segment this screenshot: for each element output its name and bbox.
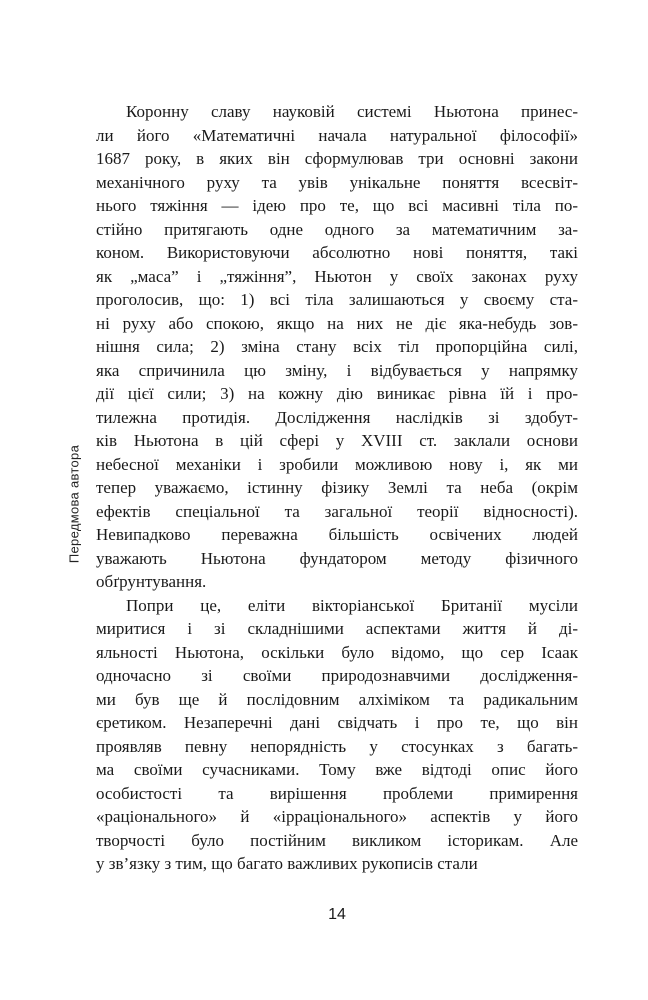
text-line: одночасно зі своїми природознавчими дослідження- [96,666,578,685]
text-line: Попри це, еліти вікторіанської Британії мусіли [126,595,578,615]
text-line: 1687 року, в яких він сформулював три основні закони [96,149,578,168]
text-line: коном. Використовуючи абсолютно нові поняття, такі [96,243,578,262]
text-line: ків Ньютона в цій сфері у XVIII ст. заклали основи [96,431,578,450]
text-line: проявляв певну непорядність у стосунках з багать- [96,736,578,756]
text-line: миритися і зі складнішими аспектами життя й ді- [96,619,578,638]
text-line: ли його «Математичні начала натуральної філософії» [96,125,578,145]
text-line: тилежна протидія. Дослідження наслідків зі здобут- [96,407,578,427]
text-line: ма своїми сучасниками. Тому вже відтоді опис його [96,760,578,779]
page-number: 14 [328,906,346,923]
text-line: яка спричинила цю зміну, і відбувається у напрямку [96,360,578,380]
text-line: уважають Ньютона фундатором методу фізичного [96,548,578,568]
text-line: механічного руху та увів унікальне поняття всесвіт- [96,172,578,192]
text-line: «раціонального» й «ірраціонального» аспектів у його [96,807,578,826]
text-line: дії цієї сили; 3) на кожну дію виникає рівна їй і про- [96,384,578,403]
text-line: Коронну славу науковій системі Ньютона принес- [126,102,578,121]
text-line: єретиком. Незаперечні дані свідчать і про те, що він [96,713,578,732]
text-line: ми був ще й послідовним алхіміком та радикальним [96,689,578,709]
text-line: Невипадково переважна більшість освічених людей [96,525,578,544]
text-line: ефектів спеціальної та загальної теорії відносності). [96,501,578,521]
text-line: тепер уважаємо, істинну фізику Землі та неба (окрім [96,478,578,497]
text-line: небесної механіки і зробили можливою нову і, як ми [96,454,578,474]
text-line: нього тяжіння — ідею про те, що всі масивні тіла по- [96,196,578,215]
text-line: яльності Ньютона, оскільки було відомо, що сер Ісаак [96,642,578,662]
text-line: особистості та вирішення проблеми примирення [96,783,578,803]
chapter-margin-label: Передмова автора [66,444,82,564]
text-line: нішня сила; 2) зміна стану всіх тіл пропорційна силі, [96,337,578,356]
text-line: як „маса” і „тяжіння”, Ньютон у своїх законах руху [96,266,578,286]
text-line: проголосив, що: 1) всі тіла залишаються у своєму ста- [96,290,578,309]
text-line: творчості було постійним викликом історикам. Але [96,830,578,850]
text-line: у зв’язку з тим, що багато важливих рукописів стали [96,854,478,873]
text-line: ні руху або спокою, якщо на них не діє яка-небудь зов- [96,313,578,333]
body-text [96,100,578,876]
text-line: обґрунтування. [96,572,207,591]
text-line: стійно притягають одне одного за математичним за- [96,219,578,239]
